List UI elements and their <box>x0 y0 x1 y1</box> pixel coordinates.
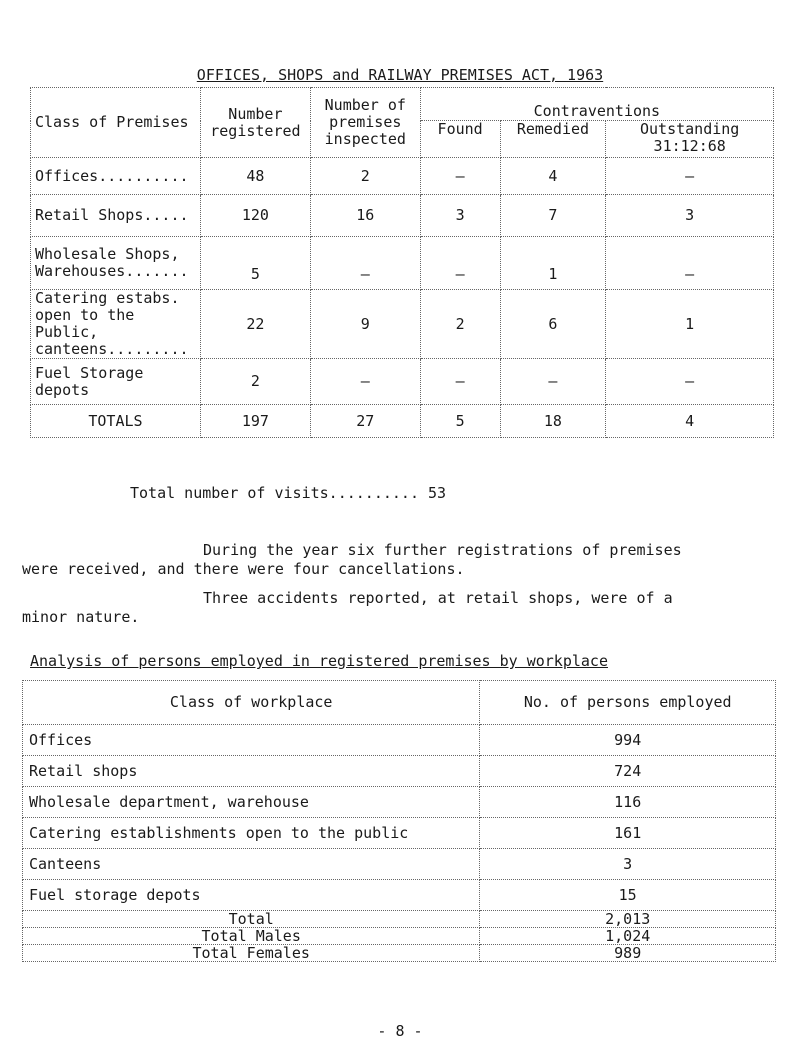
row-outstanding: – <box>606 237 774 290</box>
row-registered: 5 <box>200 237 310 290</box>
table-row <box>31 158 774 195</box>
row-remedied: 4 <box>500 158 606 195</box>
header-registered: Number registered <box>200 88 310 158</box>
table-row <box>31 359 774 405</box>
totals-row <box>23 945 776 962</box>
totals-number: 1,024 <box>480 928 776 945</box>
totals-number: 2,013 <box>480 911 776 928</box>
totals-row <box>23 911 776 928</box>
premises-table <box>30 87 774 438</box>
totals-row <box>23 928 776 945</box>
page-number: - 8 - <box>377 1022 423 1040</box>
totals-found: 5 <box>420 405 500 438</box>
row-remedied: – <box>500 359 606 405</box>
row-inspected: – <box>310 237 420 290</box>
header-inspected: Number of premises inspected <box>310 88 420 158</box>
row-workplace: Wholesale department, warehouse <box>23 787 480 818</box>
workplace-table <box>22 680 776 962</box>
totals-registered: 197 <box>200 405 310 438</box>
row-registered: 2 <box>200 359 310 405</box>
page-title: OFFICES, SHOPS and RAILWAY PREMISES ACT, 1963 <box>196 66 604 84</box>
row-persons: 15 <box>480 880 776 911</box>
row-class: Wholesale Shops, Warehouses....... <box>31 237 201 290</box>
paragraph-registrations: During the year six further registrations of premises were received, and there were four cancellations. <box>22 541 682 578</box>
table-row <box>31 195 774 237</box>
row-found: – <box>420 359 500 405</box>
row-workplace: Offices <box>23 725 480 756</box>
row-found: – <box>420 237 500 290</box>
row-remedied: 1 <box>500 237 606 290</box>
row-persons: 161 <box>480 818 776 849</box>
header-outstanding: Outstanding 31:12:68 <box>606 121 774 158</box>
header-class: Class of Premises <box>31 88 201 158</box>
totals-label: Total <box>23 911 480 928</box>
row-persons: 3 <box>480 849 776 880</box>
row-outstanding: 1 <box>606 290 774 359</box>
row-class: Retail Shops..... <box>31 195 201 237</box>
row-outstanding: – <box>606 158 774 195</box>
row-inspected: – <box>310 359 420 405</box>
row-inspected: 9 <box>310 290 420 359</box>
visits-line: Total number of visits.......... 53 <box>130 484 447 502</box>
totals-row <box>31 405 774 438</box>
analysis-title: Analysis of persons employed in registered premises by workplace <box>30 652 608 670</box>
table-header-row <box>31 88 774 121</box>
row-persons: 724 <box>480 756 776 787</box>
row-remedied: 7 <box>500 195 606 237</box>
row-found: 3 <box>420 195 500 237</box>
totals-number: 989 <box>480 945 776 962</box>
row-class: Offices.......... <box>31 158 201 195</box>
row-inspected: 2 <box>310 158 420 195</box>
table-header-row <box>23 681 776 725</box>
row-outstanding: – <box>606 359 774 405</box>
table-row <box>23 849 776 880</box>
totals-label: Total Females <box>23 945 480 962</box>
totals-remedied: 18 <box>500 405 606 438</box>
row-class: Catering estabs. open to the Public, canteens......... <box>31 290 201 359</box>
row-registered: 48 <box>200 158 310 195</box>
row-persons: 116 <box>480 787 776 818</box>
header-found: Found <box>420 121 500 158</box>
table-row <box>23 880 776 911</box>
table-row <box>23 787 776 818</box>
paragraph-accidents: Three accidents reported, at retail shops, were of a minor nature. <box>22 589 673 626</box>
row-registered: 120 <box>200 195 310 237</box>
table-row <box>31 237 774 290</box>
header-workplace: Class of workplace <box>23 681 480 725</box>
header-persons: No. of persons employed <box>480 681 776 725</box>
header-contraventions: Contraventions <box>420 88 773 121</box>
totals-label: Total Males <box>23 928 480 945</box>
row-workplace: Retail shops <box>23 756 480 787</box>
totals-outstanding: 4 <box>606 405 774 438</box>
row-workplace: Catering establishments open to the public <box>23 818 480 849</box>
row-found: 2 <box>420 290 500 359</box>
table-row <box>31 290 774 359</box>
row-class: Fuel Storage depots <box>31 359 201 405</box>
row-remedied: 6 <box>500 290 606 359</box>
row-persons: 994 <box>480 725 776 756</box>
table-row <box>23 818 776 849</box>
row-outstanding: 3 <box>606 195 774 237</box>
row-workplace: Fuel storage depots <box>23 880 480 911</box>
row-registered: 22 <box>200 290 310 359</box>
header-remedied: Remedied <box>500 121 606 158</box>
row-inspected: 16 <box>310 195 420 237</box>
totals-label: TOTALS <box>31 405 201 438</box>
row-workplace: Canteens <box>23 849 480 880</box>
row-found: – <box>420 158 500 195</box>
totals-inspected: 27 <box>310 405 420 438</box>
table-row <box>23 725 776 756</box>
table-row <box>23 756 776 787</box>
